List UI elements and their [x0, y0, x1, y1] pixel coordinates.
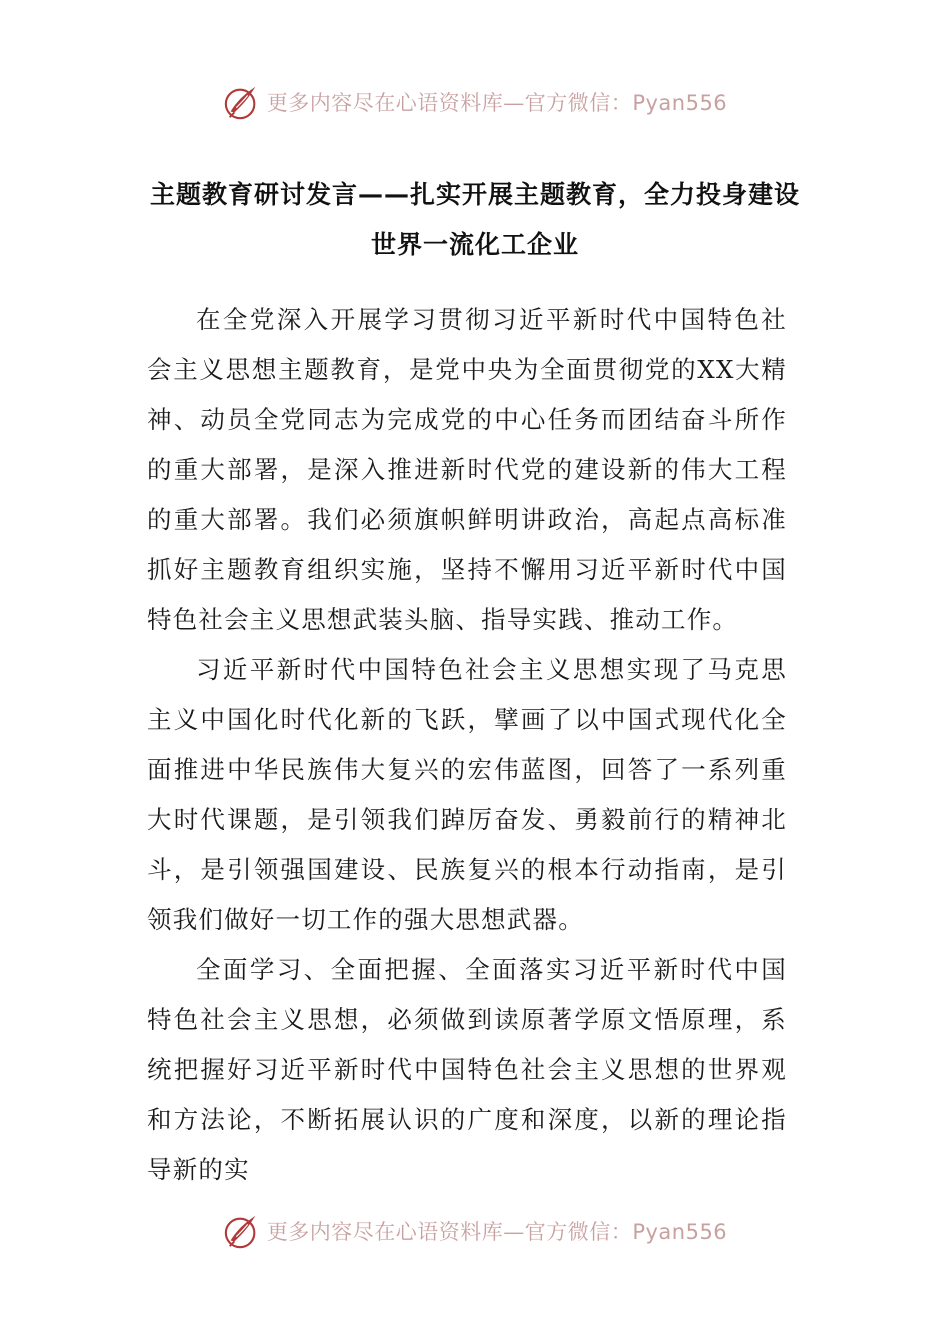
paragraph-1: 在全党深入开展学习贯彻习近平新时代中国特色社会主义思想主题教育，是党中央为全面贯彻党的XX大精神、动员全党同志为完成党的中心任务而团结奋斗所作的重大部署，是深入推进新时代党的建设新的伟大工程的重大部署。我们必须旗帜鲜明讲政治，高起点高标准抓好主题教育组织实施，坚持不懈用习近平新时代中国特色社会主义思想武装头脑、指导实践、推动工作。: [147, 305, 787, 634]
title-line-2: 世界一流化工企业: [370, 230, 579, 259]
footer-watermark: [0, 1211, 950, 1251]
watermark-text: 更多内容尽在心语资料库—官方微信：Pyan556: [266, 1220, 728, 1244]
title-line-1: 主题教育研讨发言——扎实开展主题教育，全力投身建设: [149, 180, 800, 209]
pen-nib-logo-icon: [223, 1212, 261, 1250]
paragraph-2: 习近平新时代中国特色社会主义思想实现了马克思主义中国化时代化新的飞跃，擘画了以中国式现代化全面推进中华民族伟大复兴的宏伟蓝图，回答了一系列重大时代课题，是引领我们踔厉奋发、勇毅前行的精神北斗，是引领强国建设、民族复兴的根本行动指南，是引领我们做好一切工作的强大思想武器。: [147, 655, 787, 934]
document-title: [0, 170, 950, 270]
header-watermark: [0, 82, 950, 122]
wechat-id: Pyan556: [632, 91, 728, 115]
paragraph-3: 全面学习、全面把握、全面落实习近平新时代中国特色社会主义思想，必须做到读原著学原文悟原理，系统把握好习近平新时代中国特色社会主义思想的世界观和方法论，不断拓展认识的广度和深度，以新的理论指导新的实: [147, 955, 787, 1184]
pen-nib-logo-icon: [223, 83, 261, 121]
document-body: [147, 295, 787, 1195]
watermark-text: 更多内容尽在心语资料库—官方微信：Pyan556: [266, 91, 728, 115]
wechat-id: Pyan556: [632, 1220, 728, 1244]
